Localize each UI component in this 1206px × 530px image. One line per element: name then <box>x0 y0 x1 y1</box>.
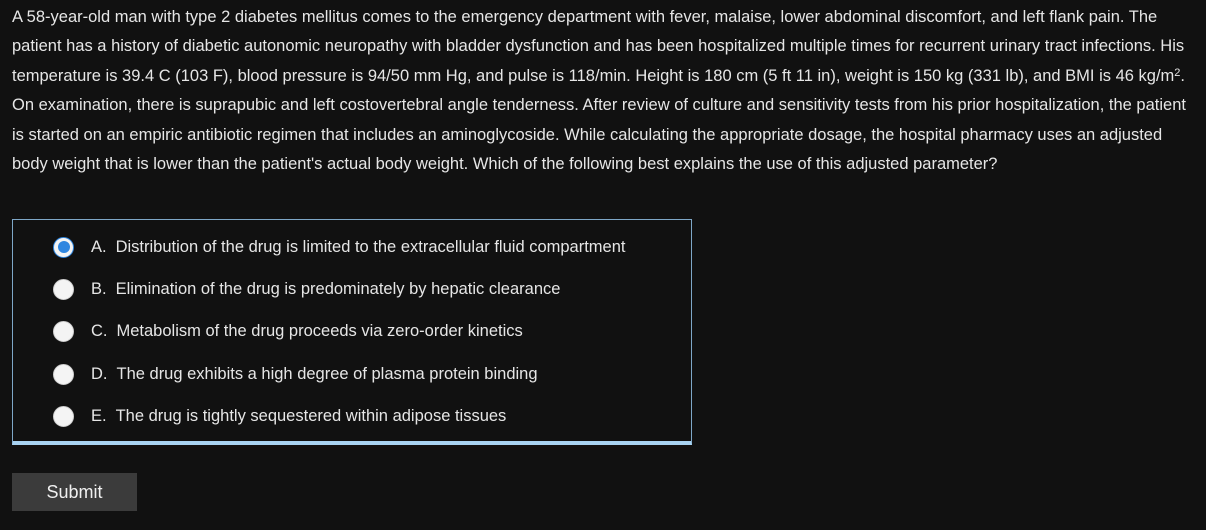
choice-b-letter: B. <box>91 279 107 298</box>
choice-c-text <box>91 322 523 341</box>
answer-choice-e[interactable] <box>53 401 506 431</box>
radio-button-c[interactable] <box>53 321 74 342</box>
answer-choice-a[interactable] <box>53 232 626 262</box>
choice-e-text <box>91 407 506 426</box>
question-stem-text-continued: . On examination, there is suprapubic and left costovertebral angle tenderness. After review of culture and sensitivity tests from his prior hospitalization, the patient is started on an empiric antibiotic regimen that includes an aminoglycoside. While calculating the appropriate dosage, the hospital pharmacy uses an adjusted body weight that is lower than the patient's actual body weight. Which of the following best explains the use of this adjusted parameter? <box>12 66 1186 174</box>
choice-d-text <box>91 365 538 384</box>
choice-b-text <box>91 280 560 299</box>
choice-a-letter: A. <box>91 237 107 256</box>
question-stem <box>12 3 1202 179</box>
radio-button-a[interactable] <box>53 237 74 258</box>
choice-a-label: Distribution of the drug is limited to the extracellular fluid compartment <box>115 237 626 256</box>
answer-choice-c[interactable] <box>53 316 523 346</box>
answer-choice-b[interactable] <box>53 274 560 304</box>
radio-selected-dot <box>58 241 70 253</box>
choice-e-label: The drug is tightly sequestered within adipose tissues <box>115 406 507 425</box>
radio-button-b[interactable] <box>53 279 74 300</box>
question-stem-text: A 58-year-old man with type 2 diabetes mellitus comes to the emergency department with fever, malaise, lower abdominal discomfort, and left flank pain. The patient has a history of diabetic autonomic neuropathy with bladder dysfunction and has been hospitalized multiple times for recurrent urinary tract infections. His temperature is 39.4 C (103 F), blood pressure is 94/50 mm Hg, and pulse is 118/min. Height is 180 cm (5 ft 11 in), weight is 150 kg (331 lb), and BMI is 46 kg/m <box>12 8 1185 85</box>
choice-e-letter: E. <box>91 406 107 425</box>
choice-c-label: Metabolism of the drug proceeds via zero-order kinetics <box>116 321 523 340</box>
choice-d-letter: D. <box>91 364 108 383</box>
choice-a-text <box>91 238 626 257</box>
radio-button-d[interactable] <box>53 364 74 385</box>
choice-d-label: The drug exhibits a high degree of plasma protein binding <box>116 364 538 383</box>
submit-button[interactable]: Submit <box>12 473 137 511</box>
choice-b-label: Elimination of the drug is predominately by hepatic clearance <box>115 279 561 298</box>
radio-button-e[interactable] <box>53 406 74 427</box>
superscript-2: 2 <box>1174 66 1181 79</box>
choice-c-letter: C. <box>91 321 108 340</box>
answer-choice-d[interactable] <box>53 359 538 389</box>
answer-choices-panel <box>12 219 692 445</box>
